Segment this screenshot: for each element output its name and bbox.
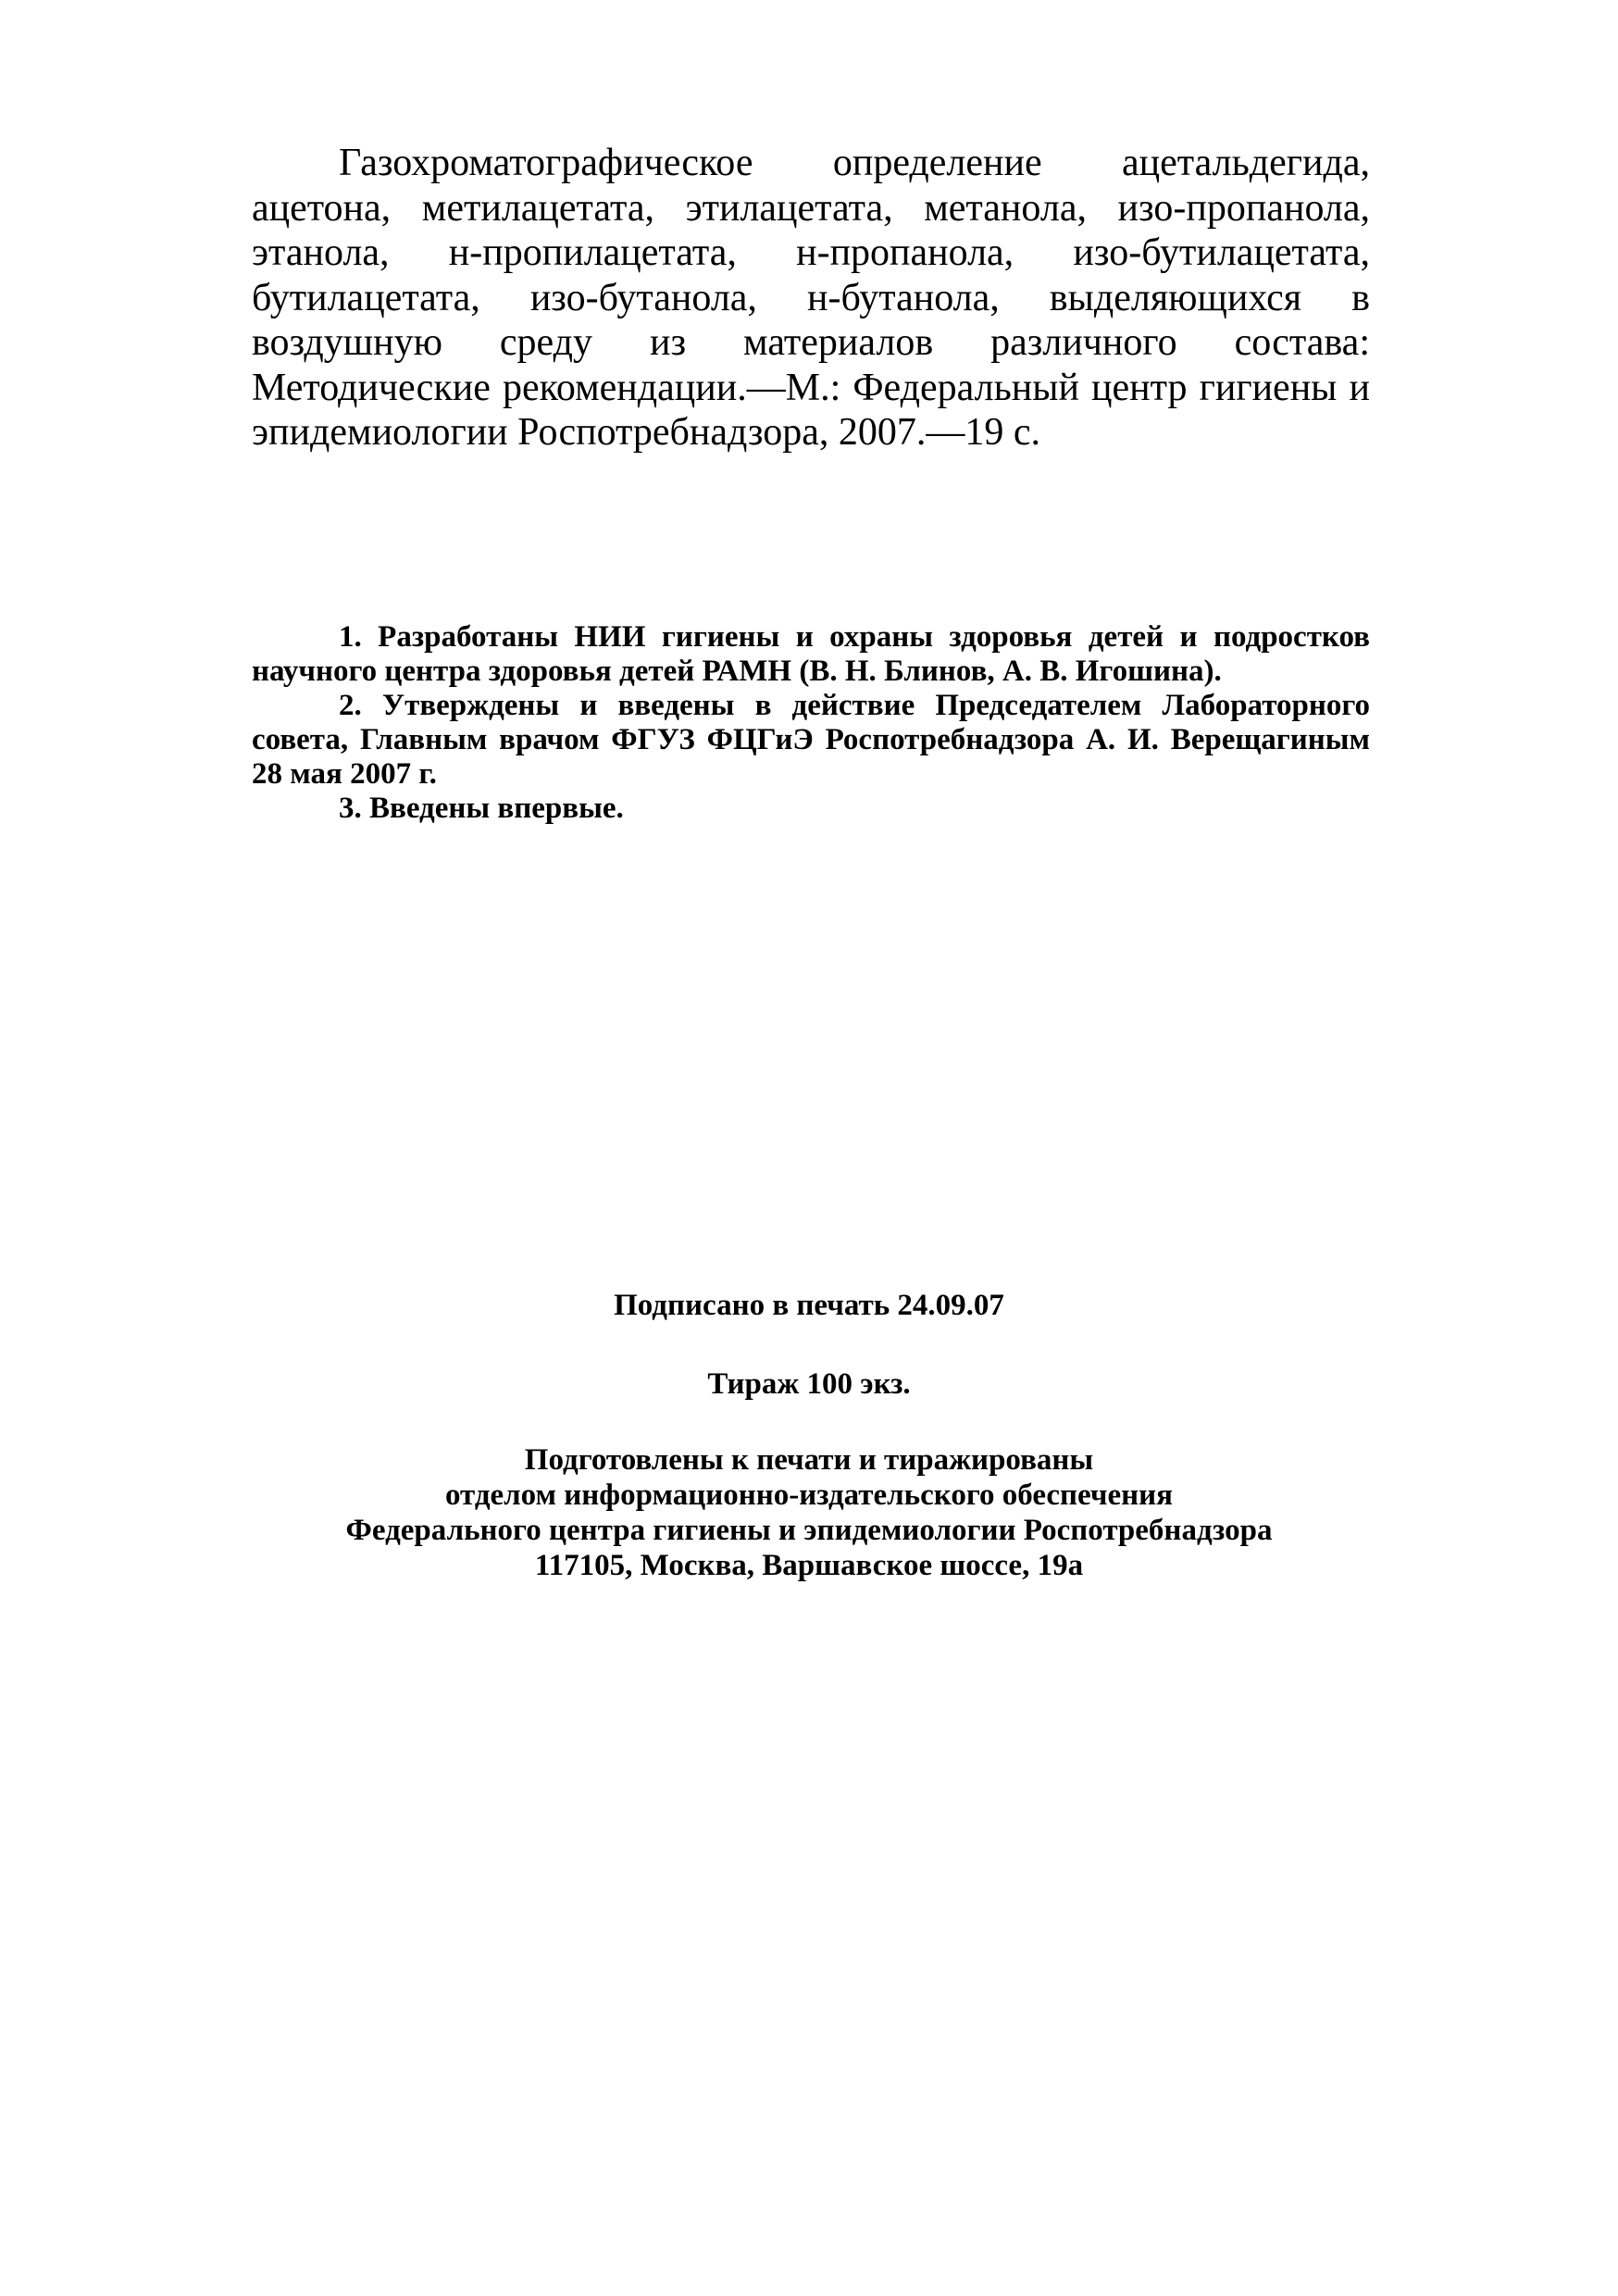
publisher-address: 117105, Москва, Варшавское шоссе, 19а: [534, 1549, 1084, 1582]
document-notes: [252, 620, 1370, 826]
publisher-block: [0, 1442, 1618, 1583]
print-run: Тираж 100 экз.: [707, 1367, 911, 1401]
publisher-line: отделом информационно-издательского обеспечения: [444, 1479, 1174, 1512]
note-approved-by: 2. Утверждены и введены в действие Председателем Лабораторного совета, Главным врачом ФГУЗ ФЦГиЭ Роспотребнадзора А. И. Верещагиным 28 мая 2007 г.: [252, 689, 1370, 791]
note-introduced-first: 3. Введены впервые.: [339, 792, 624, 825]
signed-for-print: Подписано в печать 24.09.07: [614, 1289, 1004, 1322]
publisher-line: Федерального центра гигиены и эпидемиологии Роспотребнадзора: [345, 1514, 1273, 1547]
publisher-line: Подготовлены к печати и тиражированы: [524, 1443, 1094, 1477]
note-developed-by: 1. Разработаны НИИ гигиены и охраны здоровья детей и подростков научного центра здоровья детей РАМН (В. Н. Блинов, А. В. Игошина).: [252, 620, 1370, 688]
bibliographic-description: Газохроматографическое определение ацетальдегида, ацетона, метилацетата, этилацетата, метанола, изо-пропанола, этанола, н-пропилацетата, н-пропанола, изо-бутилацетата, бутилацетата, изо-бутанола, н-бутанола, выделяющихся в воздушную среду из материалов различного состава: Методические рекомендации.—М.: Федеральный центр гигиены и эпидемиологии Роспотребнадзора, 2007.—19 с.: [252, 142, 1370, 454]
